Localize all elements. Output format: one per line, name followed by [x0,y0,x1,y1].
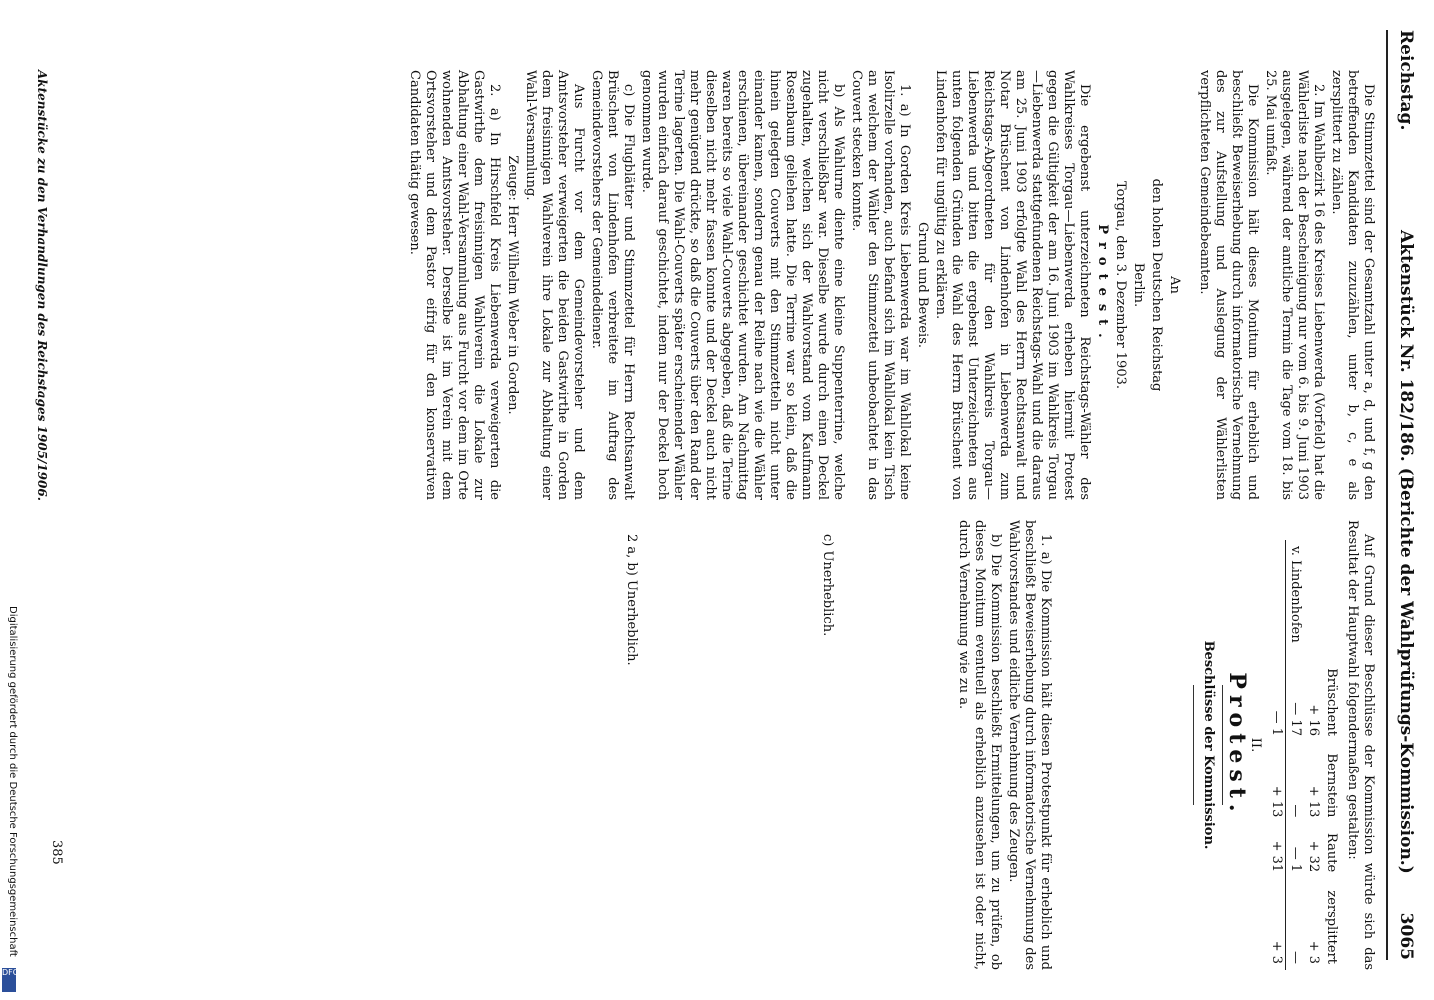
roman-numeral: II. [1248,737,1263,753]
table-cell: — [1288,951,1303,964]
table-row [1286,540,1305,970]
table-cell: + 3 [1267,878,1286,970]
divider [1222,685,1223,805]
sidebar-credit: Digitalisierung gefördert durch die Deutsche Forschungsgemeinschaft [7,606,18,957]
table-cell: + 31 [1267,823,1286,878]
header-center: Aktenstück Nr. 182/186. (Berichte der Wahlprüfungs-Kommission.) [1396,230,1416,874]
table-cell: Bernstein [1324,753,1339,818]
decision: 2 a, b) Unerheblich. [624,534,639,666]
beschluesse-heading: Beschlüsse der Kommission. [1201,640,1216,850]
table-total-row [1267,540,1286,970]
table-cell: + 32 [1306,840,1321,873]
point: 1. a) In Gorden Kreis Liebenwerda war im Wahllokal keine Isolirzelle vorhanden, auch befand sich im Wahllokal kein Tisch an welchem der Wähler den Stimmzettel unbeobachtet in das Couvert stecken konnte. [849,70,912,500]
right-column [621,520,1376,970]
page-header [1390,30,1416,960]
table-cell: v. Lindenhofen [1288,546,1303,643]
decision: b) Die Kommission beschließt Ermittelungen, um zu prüfen, ob dieses Monitum eventuell als erheblich anzusehen ist oder nicht, durch Vernehmung wie zu a. [956,520,1003,970]
paragraph: Die Kommission hält dieses Monitum für erheblich und beschließt Beweiserhebung durch informatorische Vernehmung des zur Aufstellung und Auslegung der Wählerlisten verpflichteten Gemeindebeamten. [1197,70,1260,500]
protest-body: Die ergebenst unterzeichneten Reichstags-Wähler des Wahlkreises Torgau—Liebenwerda erheben hiermit Protest gegen die Gültigkeit der am 16. Juni 1903 im Wahlkreis Torgau—Liebenwerda stattgefundenen Reichstags-Wahl und die daraus am 25. Juni 1903 erfolgte Wahl des Herrn Rechtsanwalt und Notar Brüschent von Lindenhofen in Liebenwerda zum Reichstags-Abgeordneten für den Wahlkreis Torgau—Liebenwerda und bitten die ergebenst Unterzeichneten aus unten folgenden Gründen die Wahl des Herrn Brüschent von Lindenhofen für ungültig zu erklären. [933,70,1092,500]
address-line: An [1167,276,1182,294]
page-number: 385 [49,840,64,865]
table-cell [1267,540,1286,657]
point: 2. a) In Hirschfeld Kreis Liebenwerda verweigerten die Gastwirthe dem freisinnigen Wahlverein die Lokale zur Abhaltung einer Wahl-Versammlung aus Furcht vor dem im Orte wohnenden Amtsvorsteher. Derselbe ist im Verein mit dem Ortsvorsteher und dem Pastor eifrig für den konservativen Candidaten thätig gewesen. [407,70,502,500]
decision: c) Unerheblich. [820,534,835,637]
point: Aus Furcht vor dem Gemeindevorsteher und dem Amtsvorsteher verweigerten die beiden Gastwirthe in Gorden dem freisinnigen Wahlverein ihre Lokale zur Abhaltung einer Wahl-Versammlung. [523,70,586,500]
protest-title: Protest. [1224,672,1250,818]
paragraph: Die Stimmzettel sind der Gesamtzahl unter a, d, und f, g den betreffenden Kandidaten zuzuzählen, unter b, c, e als zersplittert zu zählen. [1329,70,1376,500]
dfg-logo-icon: DFG [2,968,16,992]
table-cell: + 13 [1306,785,1321,818]
table-cell: zersplittert [1324,890,1339,964]
decision: 1. a) Die Kommission hält diesen Protestpunkt für erheblich und beschließt Beweiserhebung durch informatorische Vernehmung des Wahlvorstandes und eidliche Vernehmung des Zeugen. [1006,520,1053,970]
address-line: Berlin. [1131,262,1146,308]
table-cell: + 13 [1267,742,1286,823]
table-cell: Raute [1324,833,1339,873]
place-date: Torgau, den 3. Dezember 1903. [1113,180,1128,390]
table-header-row [1322,540,1340,970]
table-cell: — 1 [1267,657,1286,742]
left-column [404,70,1376,500]
header-left: Reichstag. [1396,30,1416,131]
table-cell [1304,540,1322,657]
grund-heading: Grund und Beweis. [915,221,930,349]
footer-note: Aktenstücke zu den Verhandlungen des Reichstages 1905/1906. [35,70,49,501]
table-cell: — 17 [1288,702,1303,736]
header-page-number: 3065 [1396,912,1416,960]
paragraph: 2. Im Wahlbezirk 16 des Kreises Liebenwerda (Vorfeld) hat die Wählerliste nach der Bescheinigung nur vom 6. bis 9. Juni 1903 ausgelegen, während der amtliche Termin die Tage vom 18. bis 25. Mai umfaßt. [1263,70,1326,500]
divider [1193,685,1194,805]
result-table [1267,540,1340,970]
point: c) Die Flugblätter und Stimmzettel für Herrn Rechtsanwalt Brüschent von Lindenhofen verbreitete im Auftrag des Gemeindevorstehers der Gemeindediener. [589,70,636,500]
table-cell: — 1 [1288,846,1303,873]
point: b) Als Wahlurne diente eine kleine Suppenterrine, welche nicht verschließbar war. Dieselbe wurde durch einen Deckel zugehalten, welchen sich der Wahlvorstand vom Kaufmann Rosenbaum geliehen hatte. Die Terrine war so klein, daß die hinein gelegten Couverts mit den Stimmzetteln nicht unter einander kamen, sondern genau der Reihe nach wie die Wähler erschienen, übereinander geschichtet wurden. Am Nachmittag waren bereits so viele Wahl-Couverts abgegeben, daß die Terine dieselben nicht mehr fassen konnte und der Deckel auch nicht mehr genügend drückte, so daß die Couverts über den Rand der Terine lagerten. Die Wahl-Couverts später erscheinender Wähler wurden einfach darauf geschichtet, indem nur der Deckel hoch genommen wurde. [639,70,846,500]
table-cell: + 3 [1306,940,1321,964]
paragraph: Auf Grund dieser Beschlüsse der Kommission würde sich das Resultat der Hauptwahl folgendermaßen gestalten: [1345,520,1376,970]
table-cell: + 16 [1306,704,1321,736]
table-cell [1322,540,1340,657]
protest-heading-small: Protest. [1095,224,1110,346]
table-row [1304,540,1322,970]
header-rule [1386,30,1388,960]
address-line: den hohen Deutschen Reichstag [1149,178,1164,392]
table-cell: Brüschent [1324,668,1339,736]
witness: Zeuge: Herr Wilhelm Weber in Gorden. [505,155,520,415]
table-cell: — [1288,804,1303,818]
